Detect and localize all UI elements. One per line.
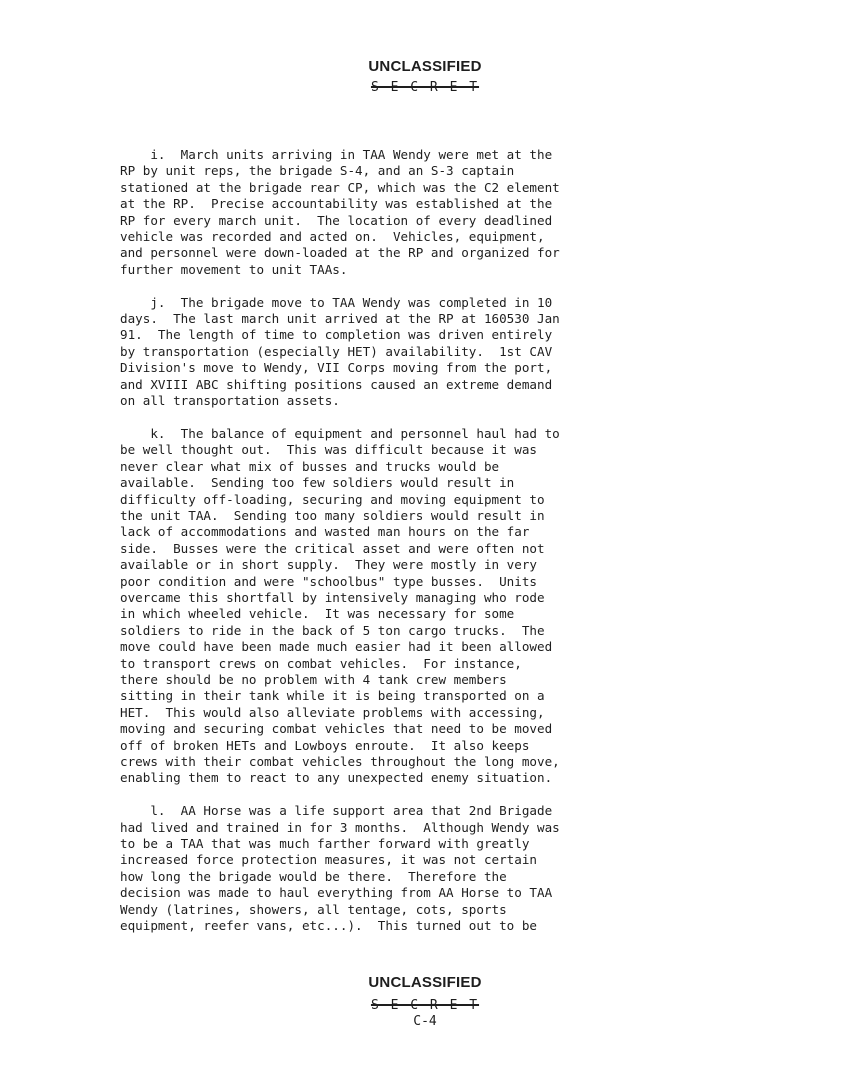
text-line: enabling them to react to any unexpected enemy situation. [120,770,553,786]
text-line: stationed at the brigade rear CP, which was the C2 element [120,179,560,195]
text-line: and XVIII ABC shifting positions caused an extreme demand [120,376,553,392]
classification-banner-bottom: UNCLASSIFIED [368,974,482,991]
text-line: to transport crews on combat vehicles. For instance, [120,655,522,671]
text-line: j. The brigade move to TAA Wendy was completed in 10 [120,294,553,310]
text-line: to be a TAA that was much farther forward with greatly [120,836,530,852]
text-line: on all transportation assets. [120,393,340,409]
text-line: difficulty off-loading, securing and moving equipment to [120,491,545,507]
text-line: i. March units arriving in TAA Wendy were met at the [120,147,553,162]
text-line: Division's move to Wendy, VII Corps moving from the port, [120,360,553,376]
text-line: decision was made to haul everything from AA Horse to TAA [120,885,553,901]
page-header [0,58,850,95]
text-line: Wendy (latrines, showers, all tentage, cots, sports [120,901,507,917]
page-number: C-4 [413,1014,437,1029]
text-line: crews with their combat vehicles throughout the long move, [120,754,560,769]
text-line: how long the brigade would be there. Therefore the [120,868,507,884]
text-line: side. Busses were the critical asset and were often not [120,540,545,556]
text-line: be well thought out. This was difficult because it was [120,442,538,458]
text-line: further movement to unit TAAs. [120,261,348,277]
paragraph [120,147,720,278]
text-line: vehicle was recorded and acted on. Vehicles, equipment, [120,229,545,245]
text-line: the unit TAA. Sending too many soldiers would result in [120,507,545,523]
text-line: sitting in their tank while it is being transported on a [120,688,545,704]
text-line: had lived and trained in for 3 months. Although Wendy was [120,819,560,835]
paragraph [120,803,720,934]
text-line: soldiers to ride in the back of 5 ton cargo trucks. The [120,622,545,638]
text-line: moving and securing combat vehicles that need to be moved [120,721,553,737]
paragraph [120,426,720,787]
text-line: poor condition and were "schoolbus" type busses. Units [120,573,538,589]
text-line: available or in short supply. They were mostly in very [120,557,538,573]
text-line: k. The balance of equipment and personnel haul had to [120,425,560,441]
paragraph [120,295,720,410]
text-line: move could have been made much easier had it been allowed [120,639,553,655]
text-line: off of broken HETs and Lowboys enroute. It also keeps [120,737,530,753]
secret-marking-struck-top: S E C R E T [370,80,480,95]
text-line: never clear what mix of busses and trucks would be [120,458,500,474]
text-line: increased force protection measures, it was not certain [120,852,538,868]
text-line: HET. This would also alleviate problems with accessing, [120,704,545,720]
text-line: available. Sending too few soldiers would result in [120,475,515,491]
text-line: there should be no problem with 4 tank crew members [120,671,507,687]
page-footer [0,974,850,1029]
document-body [120,147,720,951]
text-line: by transportation (especially HET) availability. 1st CAV [120,343,553,359]
text-line: in which wheeled vehicle. It was necessary for some [120,606,515,622]
text-line: 91. The length of time to completion was driven entirely [120,327,553,343]
text-line: and personnel were down-loaded at the RP and organized for [120,245,560,261]
text-line: overcame this shortfall by intensively managing who rode [120,589,545,605]
classification-banner-top: UNCLASSIFIED [368,58,482,75]
text-line: lack of accommodations and wasted man hours on the far [120,524,530,540]
text-line: at the RP. Precise accountability was established at the [120,196,553,212]
text-line: equipment, reefer vans, etc...). This turned out to be [120,918,538,934]
text-line: RP for every march unit. The location of every deadlined [120,212,553,228]
secret-marking-struck-bottom: S E C R E T [370,998,480,1013]
text-line: RP by unit reps, the brigade S-4, and an S-3 captain [120,163,515,179]
text-line: days. The last march unit arrived at the RP at 160530 Jan [120,311,560,327]
text-line: l. AA Horse was a life support area that 2nd Brigade [120,803,553,819]
